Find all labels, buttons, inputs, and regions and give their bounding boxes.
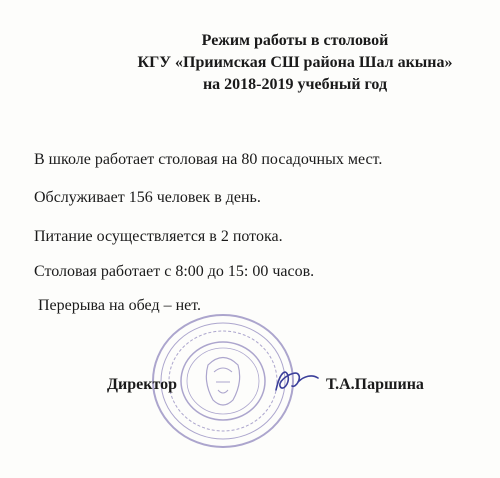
signatory-title: Директор [107,376,177,393]
body-line-served: Обслуживает 156 человек в день. [34,189,261,206]
signatory-name: Т.А.Паршина [326,376,424,393]
handwritten-signature-icon [268,362,328,398]
header-year: на 2018-2019 учебный год [202,76,388,93]
document-header [60,30,500,96]
body-line-seats: В школе работает столовая на 80 посадочных мест. [34,151,383,168]
header-organization: КГУ «Приимская СШ района Шал акына» [137,54,453,71]
body-line-shifts: Питание осуществляется в 2 потока. [34,228,283,245]
body-line-break: Перерыва на обед – нет. [38,297,202,314]
body-line-hours: Столовая работает с 8:00 до 15: 00 часов. [34,263,315,280]
header-title: Режим работы в столовой [201,32,389,49]
